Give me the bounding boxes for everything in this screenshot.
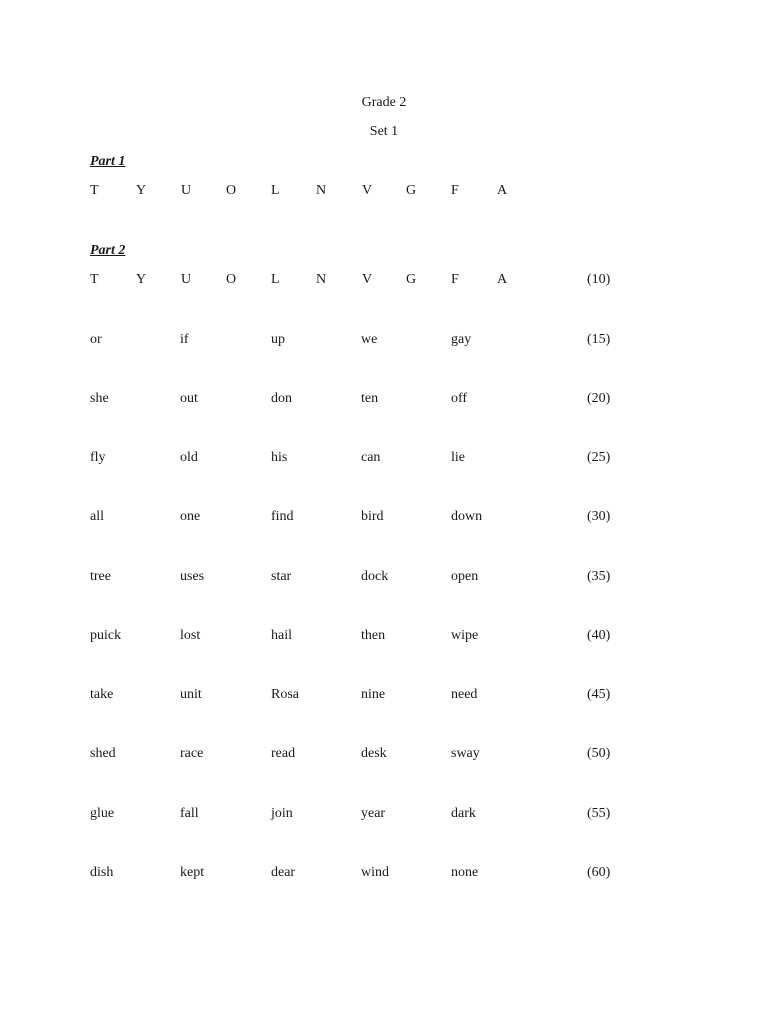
word-item: Rosa <box>271 687 299 702</box>
grade-title: Grade 2 <box>361 95 407 110</box>
word-item: desk <box>361 746 387 761</box>
word-row <box>0 509 768 525</box>
word-item: don <box>271 391 292 406</box>
word-item: take <box>90 687 114 702</box>
count-label: (25) <box>587 450 611 465</box>
letter-item: N <box>316 272 327 287</box>
word-item: star <box>271 569 292 584</box>
word-item: one <box>180 509 201 524</box>
word-item: year <box>361 806 386 821</box>
word-item: read <box>271 746 296 761</box>
letter-item: V <box>362 183 373 198</box>
word-row <box>0 687 768 703</box>
word-item: nine <box>361 687 386 702</box>
letter-item: A <box>497 183 508 198</box>
word-item: fly <box>90 450 106 465</box>
letter-item: L <box>271 272 280 287</box>
word-item: need <box>451 687 478 702</box>
word-item: dish <box>90 865 114 880</box>
word-item: gay <box>451 332 472 347</box>
letter-item: Y <box>136 272 147 287</box>
word-item: bird <box>361 509 384 524</box>
letter-item: T <box>90 183 99 198</box>
word-item: old <box>180 450 198 465</box>
part1-heading: Part 1 <box>90 154 126 169</box>
word-item: fall <box>180 806 199 821</box>
word-row <box>0 391 768 407</box>
word-row <box>0 569 768 585</box>
count-label: (40) <box>587 628 611 643</box>
word-row <box>0 806 768 822</box>
count-label: (55) <box>587 806 611 821</box>
letter-item: T <box>90 272 99 287</box>
word-item: down <box>451 509 483 524</box>
letter-item: N <box>316 183 327 198</box>
word-item: open <box>451 569 479 584</box>
word-item: race <box>180 746 204 761</box>
word-item: sway <box>451 746 480 761</box>
word-item: hail <box>271 628 292 643</box>
count-label: (60) <box>587 865 611 880</box>
part2-letter-row <box>0 272 768 288</box>
word-item: shed <box>90 746 116 761</box>
count-label: (35) <box>587 569 611 584</box>
letter-item: G <box>406 272 417 287</box>
word-row <box>0 746 768 762</box>
count-label: (45) <box>587 687 611 702</box>
set-title: Set 1 <box>369 124 399 139</box>
word-item: wind <box>361 865 389 880</box>
word-item: then <box>361 628 386 643</box>
count-label: (15) <box>587 332 611 347</box>
word-row <box>0 332 768 348</box>
word-item: unit <box>180 687 202 702</box>
word-item: tree <box>90 569 111 584</box>
word-item: wipe <box>451 628 479 643</box>
word-item: join <box>271 806 293 821</box>
count-label: (50) <box>587 746 611 761</box>
letter-item: Y <box>136 183 147 198</box>
word-item: puick <box>90 628 122 643</box>
letter-item: A <box>497 272 508 287</box>
word-item: we <box>361 332 378 347</box>
letter-item: U <box>181 272 192 287</box>
word-item: up <box>271 332 285 347</box>
word-item: lie <box>451 450 465 465</box>
word-item: ten <box>361 391 379 406</box>
word-item: glue <box>90 806 115 821</box>
word-item: dark <box>451 806 476 821</box>
letter-item: U <box>181 183 192 198</box>
count-label: (10) <box>587 272 611 287</box>
part1-letter-row <box>0 183 768 199</box>
word-item: can <box>361 450 381 465</box>
part2-heading: Part 2 <box>90 243 126 258</box>
letter-item: V <box>362 272 373 287</box>
word-row <box>0 865 768 881</box>
letter-item: F <box>451 183 459 198</box>
word-item: out <box>180 391 198 406</box>
word-item: she <box>90 391 109 406</box>
word-item: dock <box>361 569 389 584</box>
word-row <box>0 628 768 644</box>
letter-item: L <box>271 183 280 198</box>
count-label: (30) <box>587 509 611 524</box>
letter-item: O <box>226 183 237 198</box>
letter-item: G <box>406 183 417 198</box>
word-item: or <box>90 332 102 347</box>
count-label: (20) <box>587 391 611 406</box>
letter-item: O <box>226 272 237 287</box>
word-item: lost <box>180 628 201 643</box>
word-item: his <box>271 450 288 465</box>
word-item: off <box>451 391 468 406</box>
word-row <box>0 450 768 466</box>
word-item: dear <box>271 865 296 880</box>
word-item: uses <box>180 569 205 584</box>
word-item: kept <box>180 865 205 880</box>
word-item: none <box>451 865 479 880</box>
word-item: all <box>90 509 104 524</box>
word-item: if <box>180 332 189 347</box>
letter-item: F <box>451 272 459 287</box>
word-item: find <box>271 509 294 524</box>
